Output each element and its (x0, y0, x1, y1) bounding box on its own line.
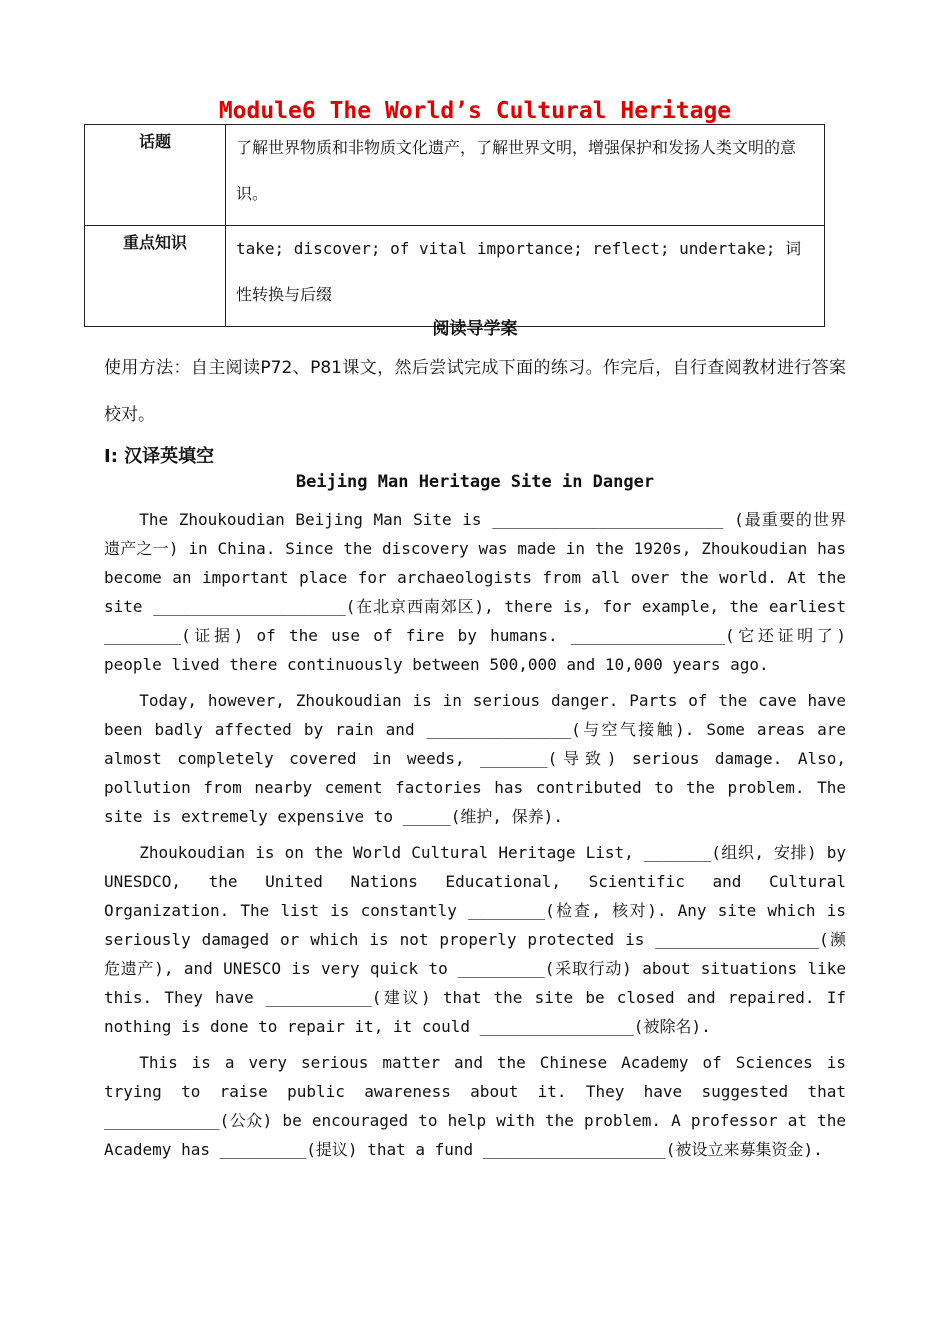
passage-title: Beijing Man Heritage Site in Danger (295, 472, 655, 492)
page-title: Module6 The World’s Cultural Heritage (218, 98, 732, 124)
table-row (85, 125, 825, 226)
table-row (85, 226, 825, 327)
part-heading: Ⅰ: 汉译英填空 (104, 446, 215, 467)
passage-paragraph: The Zhoukoudian Beijing Man Site is ________________________ (最重要的世界遗产之一) in China. Since the discovery was made in the 1920s, Zhoukoudian has become an important place for archaeologists from all over the world. At the site ____________________(在北京西南郊区), there is, for example, the earliest ________(证据) of the use of fire by humans. ________________(它还证明了) people lived there continuously between 500,000 and 10,000 years ago. (104, 510, 846, 674)
info-table (84, 124, 825, 327)
usage-instructions: 使用方法：自主阅读P72、P81课文，然后尝试完成下面的练习。作完后，自行查阅教材进行答案校对。 (104, 358, 846, 425)
topic-value: 了解世界物质和非物质文化遗产，了解世界文明，增强保护和发扬人类文明的意识。 (226, 125, 825, 226)
passage-paragraph: Zhoukoudian is on the World Cultural Heritage List, _______(组织, 安排) by UNESDCO, the United Nations Educational, Scientific and Cultural Organization. The list is constantly ________(检查, 核对). Any site which is seriously damaged or which is not properly protected is _________________(濒危遗产), and UNESCO is very quick to _________(采取行动) about situations like this. They have ___________(建议) that the site be closed and repaired. If nothing is done to repair it, it could ________________(被除名). (104, 843, 847, 1036)
passage (104, 505, 846, 1171)
topic-label: 话题 (85, 125, 226, 226)
key-knowledge-label: 重点知识 (85, 226, 226, 327)
passage-paragraph: Today, however, Zhoukoudian is in serious danger. Parts of the cave have been badly affected by rain and _______________(与空气接触). Some areas are almost completely covered in weeds, _______(导致) serious damage. Also, pollution from nearby cement factories has contributed to the problem. The site is extremely expensive to _____(维护, 保养). (104, 691, 846, 826)
key-knowledge-value: take; discover; of vital importance; reflect; undertake; 词性转换与后缀 (226, 226, 825, 327)
section-title: 阅读导学案 (432, 319, 518, 339)
passage-paragraph: This is a very serious matter and the Chinese Academy of Sciences is trying to raise public awareness about it. They have suggested that ____________(公众) be encouraged to help with the problem. A professor at the Academy has _________(提议) that a fund ___________________(被设立来募集资金). (104, 1053, 846, 1159)
